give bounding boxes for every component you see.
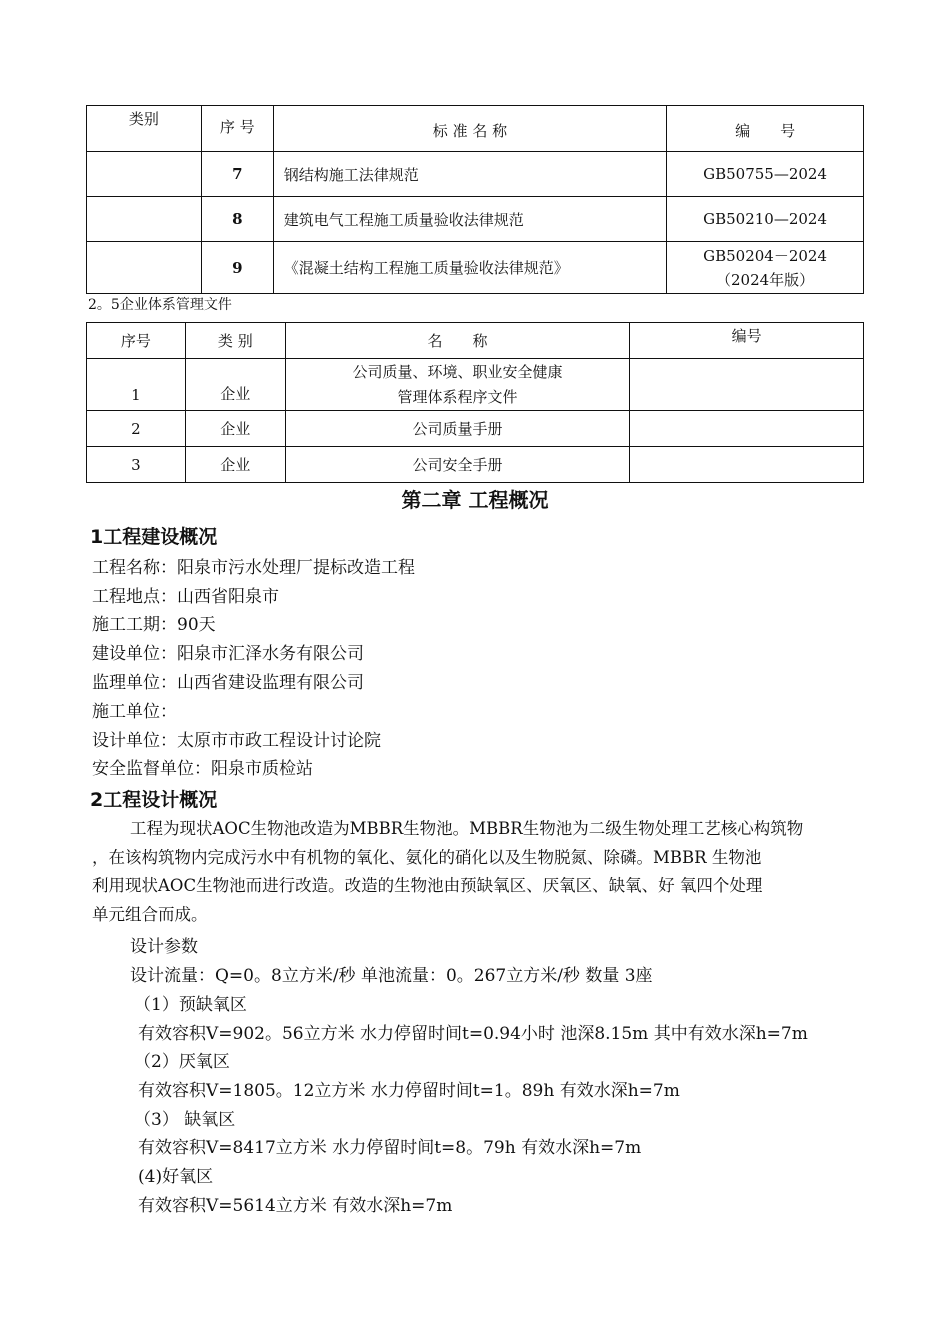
table-row — [87, 359, 864, 411]
zone-2-label: （2）厌氧区 — [134, 1052, 230, 1072]
table-row — [87, 152, 864, 197]
name-line-1: 公司质量、环境、职业安全健康 — [352, 362, 563, 381]
table-row — [87, 242, 864, 294]
zone-1-detail: 有效容积V=902。56立方米 水力停留时间t=0.94小时 池深8.15m 其中有效水深h=7m — [138, 1024, 808, 1044]
header-category: 类 别 — [185, 323, 285, 359]
seq-cell: 1 — [87, 359, 186, 411]
seq-cell: 2 — [87, 411, 186, 447]
table-header-row — [87, 323, 864, 359]
code-line-2: （2024年版） — [715, 270, 815, 289]
name-cell — [285, 359, 630, 411]
category-cell: 企业 — [185, 447, 285, 483]
code-cell — [630, 359, 864, 411]
header-seq: 序号 — [87, 323, 186, 359]
name-cell: 钢结构施工法律规范 — [273, 152, 666, 197]
code-cell — [630, 447, 864, 483]
zone-3-detail: 有效容积V=8417立方米 水力停留时间t=8。79h 有效水深h=7m — [138, 1138, 642, 1158]
para-line-1: 工程为现状AOC生物池改造为MBBR生物池。MBBR生物池为二级生物处理工艺核心构筑物 — [130, 819, 804, 838]
seq-cell: 3 — [87, 447, 186, 483]
code-cell — [630, 411, 864, 447]
category-cell — [87, 242, 202, 294]
safety-supervisor-line: 安全监督单位：阳泉市质检站 — [92, 759, 313, 779]
code-line-1: GB50204－2024 — [703, 246, 828, 265]
section-2-title: 2工程设计概况 — [90, 789, 218, 811]
owner-line: 建设单位：阳泉市汇泽水务有限公司 — [92, 644, 364, 664]
design-params-label: 设计参数 — [130, 937, 198, 957]
section-2-5-title: 2。5企业体系管理文件 — [88, 297, 232, 313]
header-code: 编号 — [630, 323, 864, 359]
header-name: 名 称 — [285, 323, 630, 359]
designer-line: 设计单位：太原市市政工程设计讨论院 — [92, 731, 381, 751]
code-cell: GB50210—2024 — [667, 197, 864, 242]
header-name: 标 准 名 称 — [273, 106, 666, 152]
seq-cell: 8 — [201, 197, 273, 242]
zone-1-label: （1）预缺氧区 — [134, 995, 247, 1015]
project-location-line: 工程地点：山西省阳泉市 — [92, 587, 279, 607]
code-cell: GB50755—2024 — [667, 152, 864, 197]
table-row — [87, 447, 864, 483]
section-1-title: 1工程建设概况 — [90, 526, 218, 548]
seq-cell: 7 — [201, 152, 273, 197]
supervisor-line: 监理单位：山西省建设监理有限公司 — [92, 673, 364, 693]
zone-4-label: (4)好氧区 — [138, 1167, 214, 1187]
header-code: 编 号 — [667, 106, 864, 152]
category-cell — [87, 152, 202, 197]
seq-cell: 9 — [201, 242, 273, 294]
para-line-4: 单元组合而成。 — [92, 904, 208, 924]
construction-period-line: 施工工期：90天 — [92, 615, 216, 635]
zone-4-detail: 有效容积V=5614立方米 有效水深h=7m — [138, 1196, 453, 1216]
table-row — [87, 411, 864, 447]
project-name-line: 工程名称：阳泉市污水处理厂提标改造工程 — [92, 558, 415, 578]
system-docs-table — [86, 322, 864, 483]
name-cell: 建筑电气工程施工质量验收法律规范 — [273, 197, 666, 242]
table-row — [87, 197, 864, 242]
para-line-3: 利用现状AOC生物池而进行改造。改造的生物池由预缺氧区、厌氧区、缺氧、好 氧四个处理 — [92, 876, 763, 896]
zone-3-label: （3） 缺氧区 — [134, 1110, 236, 1130]
design-flow-line: 设计流量：Q=0。8立方米/秒 单池流量：0。267立方米/秒 数量 3座 — [130, 966, 653, 986]
code-cell — [667, 242, 864, 294]
zone-2-detail: 有效容积V=1805。12立方米 水力停留时间t=1。89h 有效水深h=7m — [138, 1081, 680, 1101]
name-cell: 《混凝土结构工程施工质量验收法律规范》 — [273, 242, 666, 294]
header-seq: 序 号 — [201, 106, 273, 152]
table-header-row — [87, 106, 864, 152]
chapter-title: 第二章 工程概况 — [401, 488, 549, 512]
name-cell: 公司质量手册 — [285, 411, 630, 447]
name-line-2: 管理体系程序文件 — [397, 387, 518, 406]
category-cell: 企业 — [185, 359, 285, 411]
para-line-2: ，在该构筑物内完成污水中有机物的氧化、氨化的硝化以及生物脱氮、除磷。MBBR 生物池 — [92, 847, 762, 867]
contractor-line: 施工单位： — [92, 702, 177, 722]
name-cell: 公司安全手册 — [285, 447, 630, 483]
standards-table — [86, 105, 864, 294]
header-category: 类别 — [87, 106, 202, 152]
category-cell — [87, 197, 202, 242]
category-cell: 企业 — [185, 411, 285, 447]
design-paragraph — [92, 815, 862, 929]
